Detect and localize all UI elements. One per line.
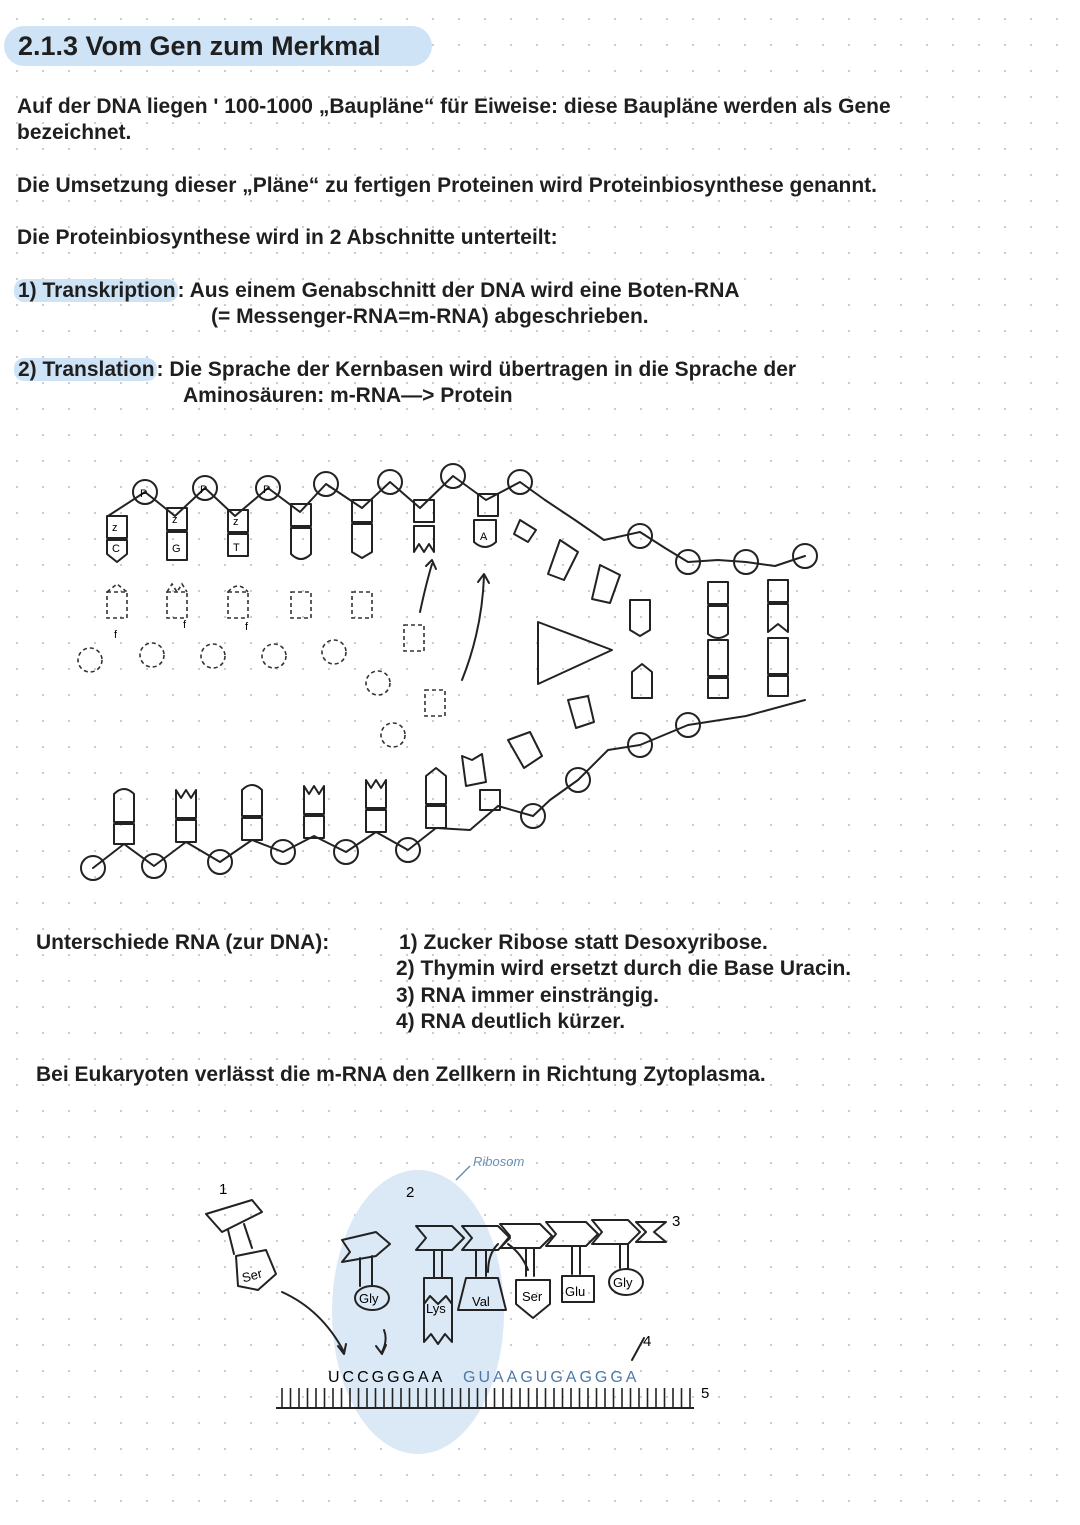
step-1-line-2: (= Messenger-RNA=m-RNA) abgeschrieben. (211, 305, 649, 328)
step-2-text: : Die Sprache der Kernbasen wird übertragen in die Sprache der (156, 358, 797, 381)
sugar-label-3: z (233, 516, 239, 528)
number-2: 2 (406, 1184, 415, 1201)
phosphate-label-1: P (140, 488, 148, 500)
amino-acid-glu: Glu (565, 1284, 586, 1299)
abschnitte-text: Die Proteinbiosynthese wird in 2 Abschnitte unterteilt: (17, 226, 558, 249)
amino-acid-lys: Lys (426, 1301, 446, 1316)
eukaryoten-text: Bei Eukaryoten verlässt die m-RNA den Zellkern in Richtung Zytoplasma. (36, 1063, 766, 1086)
number-4: 4 (643, 1333, 652, 1350)
amino-acid-gly-1: Gly (359, 1291, 379, 1306)
ribosom-label: Ribosom (473, 1154, 525, 1169)
base-label-c: C (112, 543, 120, 555)
umsetzung-text: Die Umsetzung dieser „Pläne“ zu fertigen Proteinen wird Proteinbiosynthese genannt. (17, 174, 877, 197)
amino-acid-gly-2: Gly (613, 1275, 633, 1290)
rna-diff-item-3: 3) RNA immer einsträngig. (396, 984, 659, 1007)
step-2-line-2: Aminosäuren: m-RNA—> Protein (183, 384, 513, 407)
intro-line-1: Auf der DNA liegen ' 100-1000 „Baupläne“ für Eiweise: diese Baupläne werden als Gene (17, 95, 891, 118)
sugar-label-2: z (172, 514, 178, 526)
phosphate-label-3: P (263, 484, 271, 496)
number-3: 3 (672, 1213, 681, 1230)
trna-1 (206, 1200, 346, 1354)
step-1-text: : Aus einem Genabschnitt der DNA wird eine Boten-RNA (177, 279, 740, 302)
mrna-sequence-2: GUAAGUGAGGGA (463, 1369, 640, 1386)
free-label-1: f (114, 629, 118, 641)
intro-line-2: bezeichnet. (17, 121, 132, 144)
amino-acid-ser-1: Ser (240, 1265, 264, 1286)
phosphate-label-2: P (200, 484, 208, 496)
base-label-a: A (480, 531, 488, 543)
rna-diff-label: Unterschiede RNA (zur DNA): (36, 931, 330, 954)
number-5: 5 (701, 1385, 710, 1402)
amino-acid-ser-2: Ser (522, 1289, 543, 1304)
page-title: 2.1.3 Vom Gen zum Merkmal (4, 26, 432, 66)
base-label-t: T (233, 542, 240, 554)
sugar-label-1: z (112, 522, 118, 534)
rna-diff-item-2: 2) Thymin wird ersetzt durch die Base Uracin. (396, 957, 852, 980)
term-translation: 2) Translation (14, 358, 157, 381)
mrna-sequence-1: UCCGGGAA (328, 1369, 446, 1386)
amino-acid-val: Val (472, 1294, 490, 1309)
base-label-g: G (172, 543, 181, 555)
free-label-3: f (245, 621, 249, 633)
ribosome-shape (332, 1170, 504, 1454)
number-1: 1 (219, 1181, 228, 1198)
rna-diff-item-1: 1) Zucker Ribose statt Desoxyribose. (399, 931, 768, 954)
term-transkription: 1) Transkription (14, 279, 178, 302)
free-label-2: f (183, 619, 187, 631)
rna-diff-item-4: 4) RNA deutlich kürzer. (396, 1010, 626, 1033)
